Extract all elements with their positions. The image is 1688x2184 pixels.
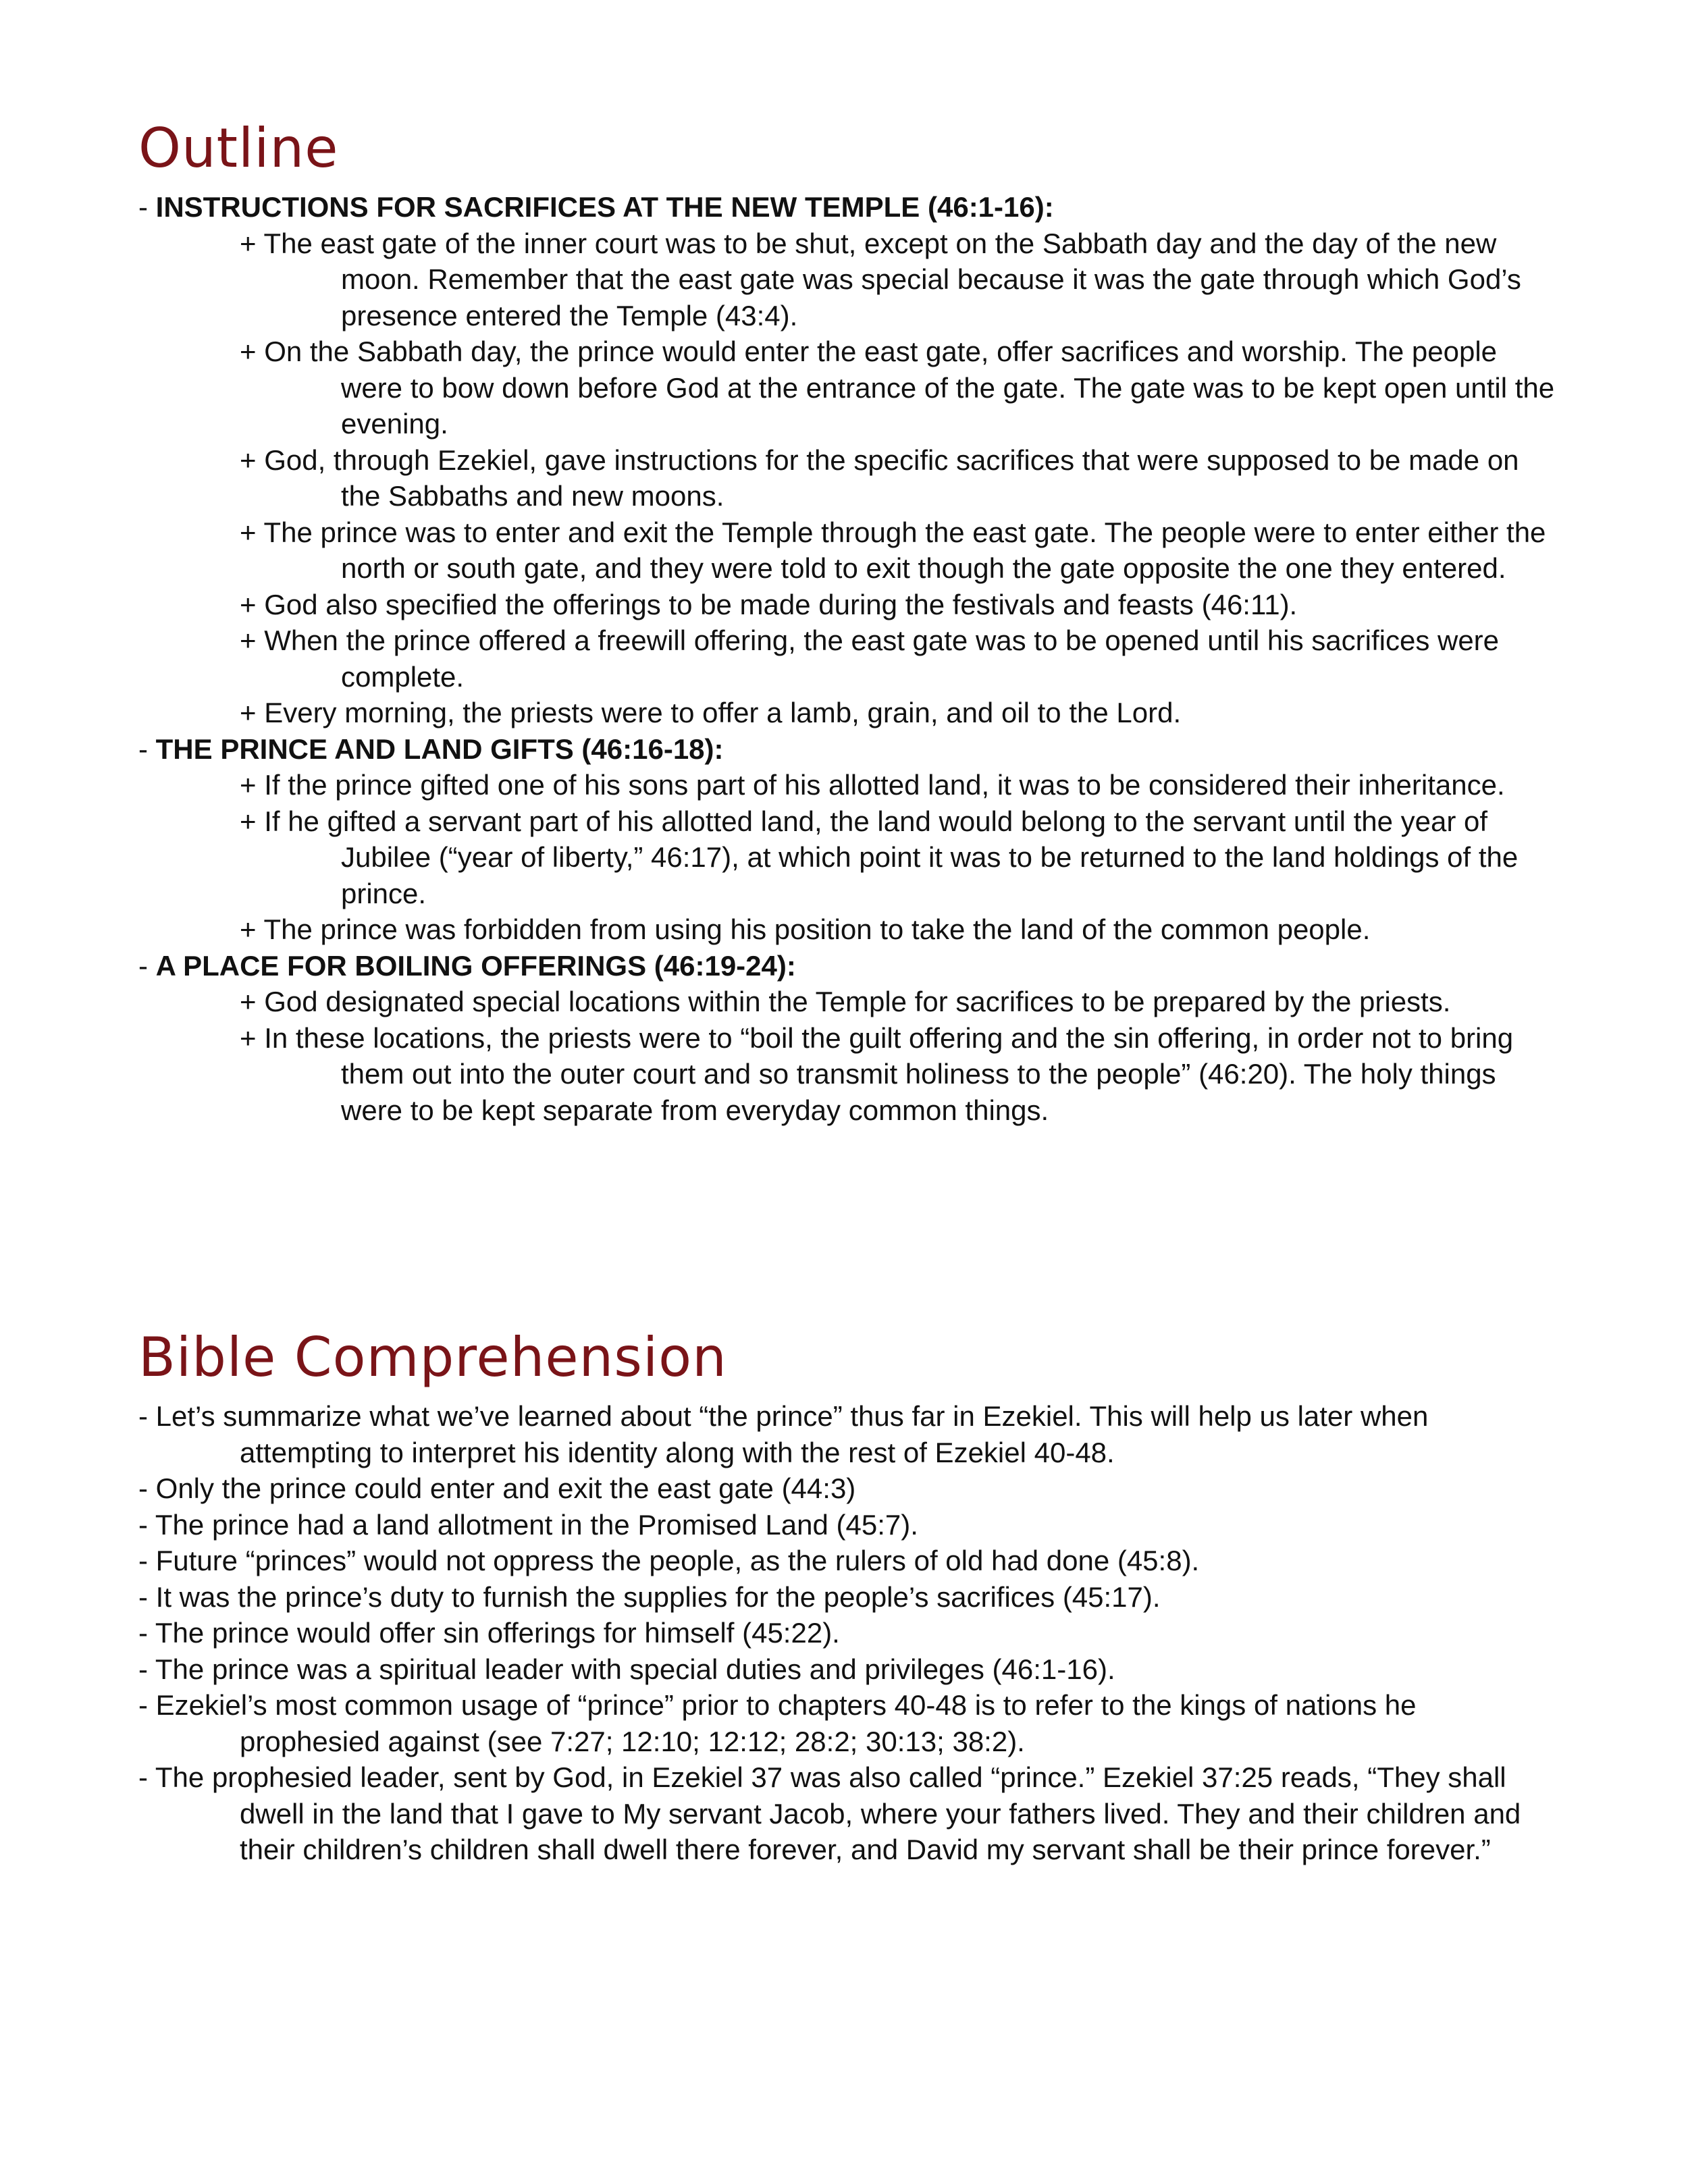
outline-point: + If the prince gifted one of his sons part of his allotted land, it was to be considered their inheritance. <box>240 769 1505 801</box>
comprehension-item: - It was the prince’s duty to furnish the supplies for the people’s sacrifices (45:17). <box>138 1580 1161 1613</box>
outline-section-heading: - THE PRINCE AND LAND GIFTS (46:16-18): <box>138 733 724 765</box>
comprehension-item: - Only the prince could enter and exit the east gate (44:3) <box>138 1472 856 1504</box>
section-heading-text: THE PRINCE AND LAND GIFTS (46:16-18): <box>155 733 724 765</box>
outline-point: + The east gate of the inner court was to be shut, except on the Sabbath day and the day of the new moon. Remember that the east gate was special because it was the gate through which God’s presence entered the Temple (43:4). <box>240 227 1521 331</box>
outline-list <box>138 189 1563 1128</box>
document-page <box>138 115 1563 1868</box>
comprehension-item: - The prince was a spiritual leader with special duties and privileges (46:1-16). <box>138 1653 1115 1685</box>
section-heading-text: INSTRUCTIONS FOR SACRIFICES AT THE NEW TEMPLE (46:1-16): <box>155 191 1054 223</box>
bible-comprehension-list <box>138 1398 1563 1868</box>
outline-point: + If he gifted a servant part of his allotted land, the land would belong to the servant until the year of Jubilee (“year of liberty,” 46:17), at which point it was to be returned to the land holdings of the prince. <box>240 805 1519 909</box>
comprehension-item: - The prince would offer sin offerings for himself (45:22). <box>138 1617 840 1649</box>
section-heading-text: A PLACE FOR BOILING OFFERINGS (46:19-24): <box>155 949 796 982</box>
outline-point: + In these locations, the priests were to “boil the guilt offering and the sin offering, in order not to bring them out into the outer court and so transmit holiness to the people” (46:20). The holy things were to be kept separate from everyday common things. <box>240 1021 1514 1126</box>
comprehension-item: - The prince had a land allotment in the Promised Land (45:7). <box>138 1508 918 1541</box>
outline-point: + God designated special locations within the Temple for sacrifices to be prepared by the priests. <box>240 986 1451 1017</box>
bible-comprehension-title: Bible Comprehension <box>138 1326 727 1389</box>
section-spacer <box>138 1128 1563 1324</box>
outline-point: + Every morning, the priests were to offer a lamb, grain, and oil to the Lord. <box>240 697 1182 728</box>
outline-title: Outline <box>138 117 339 180</box>
outline-point: + When the prince offered a freewill offering, the east gate was to be opened until his sacrifices were complete. <box>240 624 1500 693</box>
outline-point: + On the Sabbath day, the prince would enter the east gate, offer sacrifices and worship. The people were to bow down before God at the entrance of the gate. The gate was to be kept open until the evening. <box>240 336 1555 440</box>
outline-point: + The prince was forbidden from using his position to take the land of the common people. <box>240 913 1371 945</box>
outline-point: + The prince was to enter and exit the Temple through the east gate. The people were to enter either the north or south gate, and they were told to exit though the gate opposite the one they entered. <box>240 516 1546 584</box>
outline-section-heading: - A PLACE FOR BOILING OFFERINGS (46:19-24): <box>138 949 796 982</box>
outline-section-heading: - INSTRUCTIONS FOR SACRIFICES AT THE NEW TEMPLE (46:1-16): <box>138 191 1054 223</box>
comprehension-item: - The prophesied leader, sent by God, in Ezekiel 37 was also called “prince.” Ezekiel 37:25 reads, “They shall dwell in the land that I gave to My servant Jacob, where your fathers lived. They and their children and their children’s children shall dwell there forever, and David my servant shall be their prince forever.” <box>138 1761 1521 1865</box>
outline-point: + God also specified the offerings to be made during the festivals and feasts (46:11). <box>240 588 1298 620</box>
comprehension-item: - Future “princes” would not oppress the people, as the rulers of old had done (45:8). <box>138 1545 1200 1576</box>
outline-point: + God, through Ezekiel, gave instructions for the specific sacrifices that were supposed to be made on the Sabbaths and new moons. <box>240 444 1519 512</box>
comprehension-item: - Let’s summarize what we’ve learned about “the prince” thus far in Ezekiel. This will help us later when attempting to interpret his identity along with the rest of Ezekiel 40-48. <box>138 1400 1429 1468</box>
comprehension-item: - Ezekiel’s most common usage of “prince” prior to chapters 40-48 is to refer to the kings of nations he prophesied against (see 7:27; 12:10; 12:12; 28:2; 30:13; 38:2). <box>138 1689 1417 1757</box>
